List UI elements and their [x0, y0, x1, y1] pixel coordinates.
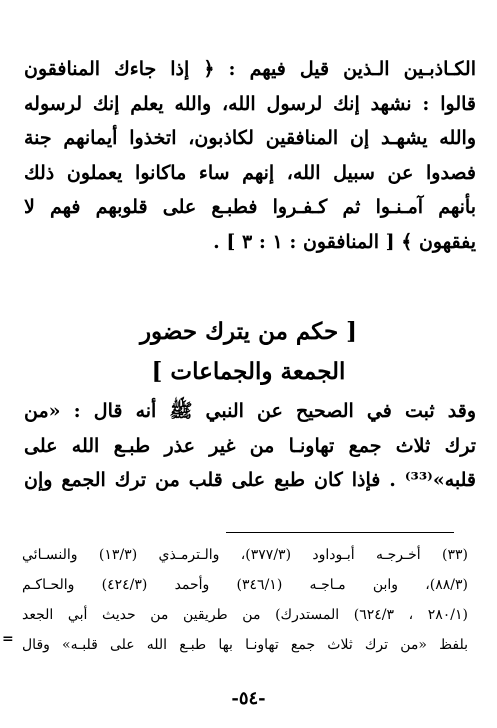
quran-passage [24, 52, 476, 259]
body-line: وقد ثبت في الصحيح عن النبي ﷺ أنه قال : «من [24, 400, 476, 422]
page-number: -٥٤- [231, 688, 266, 709]
heading-line: الجمعة والجماعات ] [151, 358, 346, 385]
footnote-line: (٣٣) أخـرجـه أبـوداود (٣٧٧/٣)، والـترمـذي (١٣/٣) والنسـائي [22, 547, 468, 563]
footnote-line: (٨٨/٣)، وابن مـاجـه (٣٤٦/١) وأحمد (٤٢٤/٣) والحـاكـم [22, 577, 468, 593]
passage-line: فصدوا عن سبيل الله، إنهم ساء ماكانوا يعملون ذلك [24, 161, 476, 184]
body-paragraph [24, 394, 476, 498]
continuation-mark: = [2, 631, 14, 647]
passage-line: الكـاذبـين الـذين قيل فيهم : ﴿ إذا جاءك المنافقون [24, 58, 476, 80]
passage-line: بأنهم آمـنـوا ثم كـفـروا فطبـع على قلوبهم فهم لا [24, 196, 476, 218]
body-line: قلبه»⁽³³⁾ . فإذا كان طبع على قلب من ترك الجمع وإن [24, 469, 476, 491]
footnote-line: بلفظ «من ترك ثلاث جمع تهاونـا بها طبـع الله على قلبـه» وقال [22, 637, 468, 653]
passage-line: والله يشهـد إن المنافقين لكاذبون، اتخذوا أيمانهم جنة [24, 127, 476, 149]
passage-line: قالوا : نشهد إنك لرسول الله، والله يعلم إنك لرسوله [24, 92, 476, 115]
passage-line: يفقهون ﴾ [ المنافقون : ١ : ٣ ] . [213, 230, 476, 253]
heading-line: [ حكم من يترك حضور [139, 318, 358, 345]
footnote-line: (٢٨٠/١ ، ٦٢٤/٣) المستدرك) من طريقين من حديث أبي الجعد [22, 607, 468, 623]
section-heading [0, 312, 497, 392]
footnotes [22, 540, 468, 660]
body-line: ترك ثلاث جمع تهاونـا من غير عذر طبـع الله على [24, 434, 476, 457]
footnote-divider [226, 532, 454, 533]
